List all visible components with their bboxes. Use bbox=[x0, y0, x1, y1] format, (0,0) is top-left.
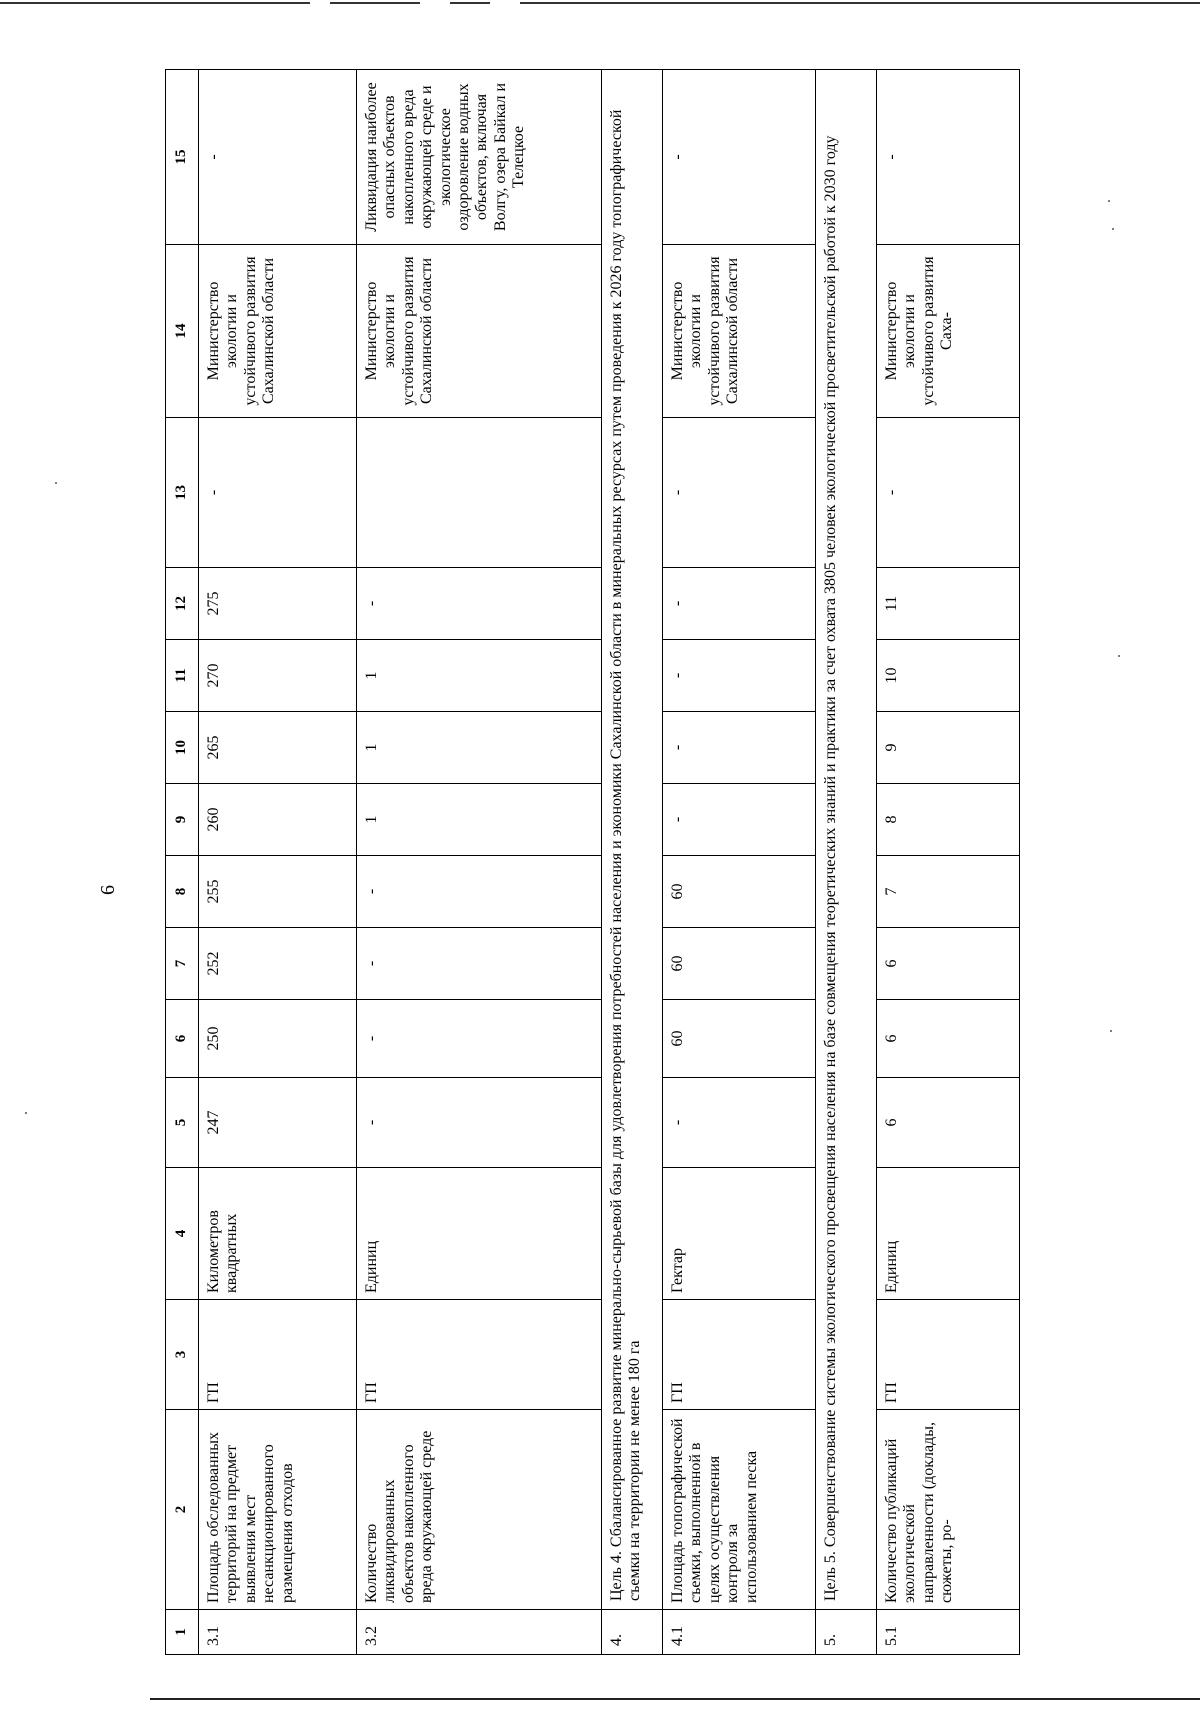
value-cell: - bbox=[199, 418, 357, 568]
row-number: 3.2 bbox=[357, 1610, 602, 1655]
value-cell: - bbox=[357, 856, 602, 928]
scan-speck bbox=[55, 482, 57, 484]
responsible-cell: Министерство экологии и устойчивого развития Сахалинской области bbox=[663, 245, 816, 418]
value-cell: - bbox=[357, 1000, 602, 1078]
responsible-cell: Министерство экологии и устойчивого развития Саха- bbox=[877, 245, 1020, 418]
row-number: 5.1 bbox=[877, 1610, 1020, 1655]
value-cell: - bbox=[663, 712, 816, 784]
value-cell: 10 bbox=[877, 640, 1020, 712]
indicator-name: Количество публикаций экологической направленности (доклады, сюжеты, ро- bbox=[877, 1410, 1020, 1610]
column-header: 6 bbox=[166, 1000, 199, 1078]
scan-top-edge bbox=[0, 0, 1200, 10]
result-cell: Ликвидация наиболее опасных объектов накопленного вреда окружающей среде и экологическое оздоровление водных объектов, включая Волгу, озера Байкал и Телецкое bbox=[357, 70, 602, 245]
value-cell: - bbox=[357, 568, 602, 640]
value-cell: - bbox=[663, 418, 816, 568]
indicator-name: Площадь обследованных территорий на предмет выявления мест несанкционированного размещения отходов bbox=[199, 1410, 357, 1610]
responsible-cell: Министерство экологии и устойчивого развития Сахалинской области bbox=[199, 245, 357, 418]
responsible-cell: Министерство экологии и устойчивого развития Сахалинской области bbox=[357, 245, 602, 418]
value-cell: 60 bbox=[663, 1000, 816, 1078]
result-cell: - bbox=[877, 70, 1020, 245]
column-header: 5 bbox=[166, 1078, 199, 1168]
column-header: 7 bbox=[166, 928, 199, 1000]
value-cell: - bbox=[663, 568, 816, 640]
page-number: 6 bbox=[97, 885, 119, 895]
value-cell: 250 bbox=[199, 1000, 357, 1078]
value-cell: 6 bbox=[877, 1078, 1020, 1168]
column-header: 10 bbox=[166, 712, 199, 784]
column-header: 1 bbox=[166, 1610, 199, 1655]
column-header: 13 bbox=[166, 418, 199, 568]
indicators-table bbox=[165, 69, 1020, 1655]
goal-text: Цель 4. Сбалансированное развитие минерально-сырьевой базы для удовлетворения потребностей населения и экономики Сахалинской области в минеральных ресурсах путем проведения к 2026 году топографической съемки на территории не менее 180 га bbox=[602, 70, 663, 1610]
row-number: 4.1 bbox=[663, 1610, 816, 1655]
value-cell: 60 bbox=[663, 856, 816, 928]
table-row bbox=[357, 70, 602, 1655]
column-header: 15 bbox=[166, 70, 199, 245]
value-cell: - bbox=[877, 418, 1020, 568]
indicator-level: ГП bbox=[663, 1300, 816, 1410]
table-header-row bbox=[166, 70, 199, 1655]
row-number: 3.1 bbox=[199, 1610, 357, 1655]
indicator-unit: Единиц bbox=[357, 1168, 602, 1300]
value-cell: 252 bbox=[199, 928, 357, 1000]
value-cell: - bbox=[663, 784, 816, 856]
value-cell: - bbox=[357, 1078, 602, 1168]
column-header: 2 bbox=[166, 1410, 199, 1610]
column-header: 4 bbox=[166, 1168, 199, 1300]
value-cell: - bbox=[663, 640, 816, 712]
indicator-name: Количество ликвидированных объектов накопленного вреда окружающей среде bbox=[357, 1410, 602, 1610]
value-cell: 60 bbox=[663, 928, 816, 1000]
goal-row bbox=[816, 70, 877, 1655]
result-cell: - bbox=[663, 70, 816, 245]
value-cell: 6 bbox=[877, 1000, 1020, 1078]
result-cell: - bbox=[199, 70, 357, 245]
value-cell: 247 bbox=[199, 1078, 357, 1168]
goal-row bbox=[602, 70, 663, 1655]
table-row bbox=[877, 70, 1020, 1655]
value-cell bbox=[357, 418, 602, 568]
value-cell: 265 bbox=[199, 712, 357, 784]
indicator-name: Площадь топографической съемки, выполненной в целях осуществления контроля за использованием песка bbox=[663, 1410, 816, 1610]
goal-number: 4. bbox=[602, 1610, 663, 1655]
value-cell: 9 bbox=[877, 712, 1020, 784]
value-cell: - bbox=[357, 928, 602, 1000]
column-header: 12 bbox=[166, 568, 199, 640]
value-cell: 255 bbox=[199, 856, 357, 928]
indicator-unit: Гектар bbox=[663, 1168, 816, 1300]
value-cell: 1 bbox=[357, 784, 602, 856]
indicator-unit: Единиц bbox=[877, 1168, 1020, 1300]
column-header: 14 bbox=[166, 245, 199, 418]
value-cell: 1 bbox=[357, 640, 602, 712]
value-cell: - bbox=[663, 1078, 816, 1168]
value-cell: 260 bbox=[199, 784, 357, 856]
column-header: 3 bbox=[166, 1300, 199, 1410]
value-cell: 6 bbox=[877, 928, 1020, 1000]
indicator-level: ГП bbox=[357, 1300, 602, 1410]
column-header: 8 bbox=[166, 856, 199, 928]
table-row bbox=[663, 70, 816, 1655]
column-header: 11 bbox=[166, 640, 199, 712]
indicator-unit: Километров квадратных bbox=[199, 1168, 357, 1300]
indicator-level: ГП bbox=[877, 1300, 1020, 1410]
value-cell: 11 bbox=[877, 568, 1020, 640]
value-cell: 8 bbox=[877, 784, 1020, 856]
column-header: 9 bbox=[166, 784, 199, 856]
scan-bottom-edge bbox=[150, 1698, 1200, 1700]
goal-number: 5. bbox=[816, 1610, 877, 1655]
value-cell: 1 bbox=[357, 712, 602, 784]
value-cell: 275 bbox=[199, 568, 357, 640]
rotated-table-container bbox=[165, 70, 1120, 1655]
value-cell: 7 bbox=[877, 856, 1020, 928]
value-cell: 270 bbox=[199, 640, 357, 712]
goal-text: Цель 5. Совершенствование системы экологического просвещения населения на базе совмещения теоретических знаний и практики за счет охвата 3805 человек экологической просветительской работой к 2030 году bbox=[816, 70, 877, 1610]
table-row bbox=[199, 70, 357, 1655]
scan-speck bbox=[25, 1112, 27, 1114]
indicator-level: ГП bbox=[199, 1300, 357, 1410]
